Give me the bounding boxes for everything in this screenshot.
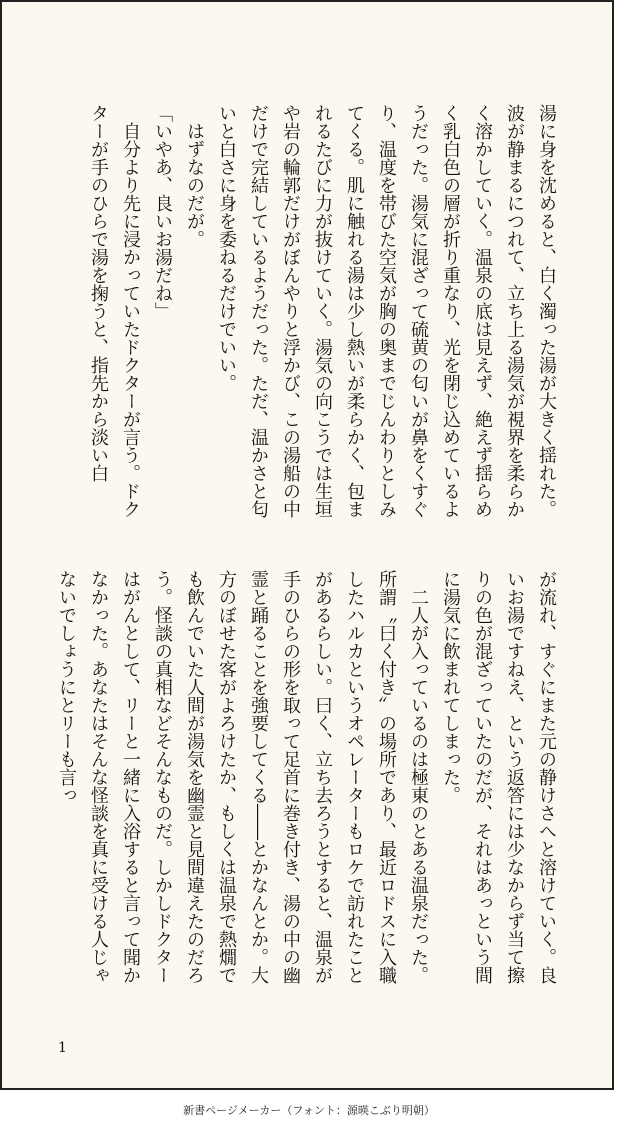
- page-number: 1: [58, 1040, 67, 1056]
- paragraph: 二人が入っているのは極東のとある温泉だった。所謂〝曰く付き〟の場所であり、最近ロドスに入職したハルカというオペレーターもロケで訪れたことがあるらしい。曰く、立ち去ろうとすると、温泉が手のひらの形を取って足首に巻き付き、湯の中の幽霊と踊ることを強要してくる――とかなんとか。大方のぼせた客がよろけたか、もしくは温泉で熱燗でも飲んでいた人間が湯気を幽霊と見間違えたのだろう。怪談の真相などそんなものだ。しかしドクターはがんとして、リーと一緒に入浴すると言って聞かなかった。あなたはそんな怪談を真に受ける人じゃないでしょうにとリーも言っ: [56, 570, 429, 984]
- paragraph: が流れ、すぐにまた元の静けさへと溶けていく。良いお湯ですねえ、という返答には少なからず当て擦りの色が混ざっていたのだが、それはあっという間に湯気に飲まれてしまった。: [440, 570, 557, 984]
- paragraph: 「いやあ、良いお湯だね」: [152, 104, 173, 320]
- generator-credit: 新書ページメーカー（フォント：源暎こぶり明朝）: [183, 1104, 435, 1117]
- paragraph: 自分より先に浸かっていたドクターが言う。ドクターが手のひらで湯を掬うと、指先から淡い白: [88, 104, 141, 518]
- text-block-lower: [56, 570, 562, 990]
- paragraph: はずなのだが。: [184, 104, 205, 248]
- text-block-upper: [62, 104, 562, 524]
- paragraph: 湯に身を沈めると、白く濁った湯が大きく揺れた。波が静まるにつれて、立ち上る湯気が視界を柔らかく溶かしていく。温泉の底は見えず、絶えず揺らめく乳白色の層が折り重なり、光を閉じ込めているようだった。湯気に混ざって硫黄の匂いが鼻をくすぐり、温度を帯びた空気が胸の奥までじんわりとしみてくる。肌に触れる湯は少し熱いが柔らかく、包まれるたびに力が抜けていく。湯気の向こうでは生垣や岩の輪郭だけがぼんやりと浮かび、この湯船の中だけで完結しているようだった。ただ、温かさと匂いと白さに身を委ねるだけでいい。: [216, 104, 557, 518]
